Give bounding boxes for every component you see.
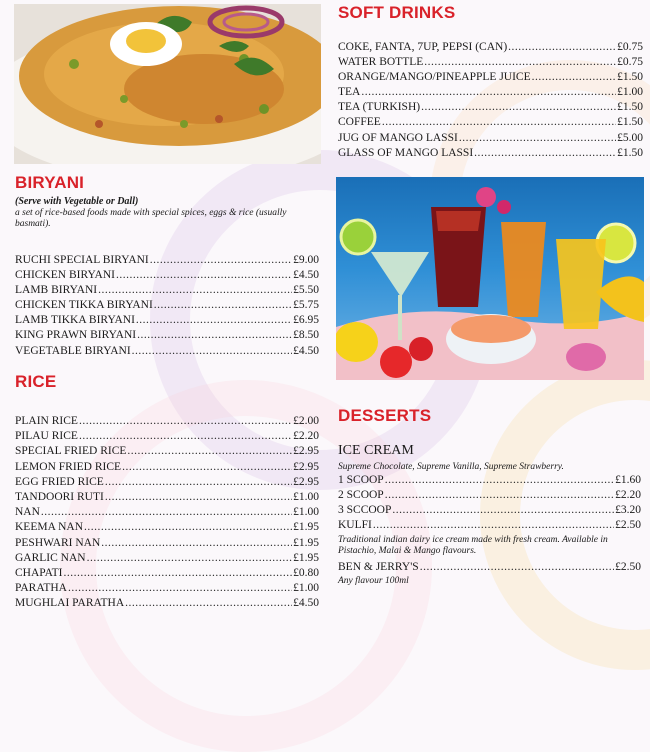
ice-cream-description: Supreme Chocolate, Supreme Vanilla, Supreme Strawberry. — [338, 462, 564, 472]
menu-item: PILAU RICE ..... £2.20 — [15, 430, 319, 445]
biryani-photo — [14, 4, 321, 164]
biryani-list — [15, 254, 319, 360]
menu-item: PARATHA ..... £1.00 — [15, 582, 319, 597]
menu-item: NAN ..... £1.00 — [15, 506, 319, 521]
menu-item: ORANGE/MANGO/PINEAPPLE JUICE ..... £1.50 — [338, 71, 643, 86]
menu-item: GARLIC NAN ..... £1.95 — [15, 552, 319, 567]
menu-item: EGG FRIED RICE ..... £2.95 — [15, 476, 319, 491]
menu-item: JUG OF MANGO LASSI ..... £5.00 — [338, 132, 643, 147]
menu-item: CHICKEN TIKKA BIRYANI ..... £5.75 — [15, 299, 319, 314]
ice-cream-list — [338, 474, 641, 534]
menu-item: LEMON FRIED RICE ..... £2.95 — [15, 461, 319, 476]
menu-item: KULFI ..... £2.50 — [338, 519, 641, 534]
biryani-heading: BIRYANI — [15, 173, 85, 192]
menu-item: VEGETABLE BIRYANI ..... £4.50 — [15, 345, 319, 360]
menu-item: CHAPATI ..... £0.80 — [15, 567, 319, 582]
ben-jerrys-list — [338, 561, 641, 576]
menu-item: RUCHI SPECIAL BIRYANI ..... £9.00 — [15, 254, 319, 269]
soft-drinks-list — [338, 41, 643, 162]
biryani-description: a set of rice-based foods made with special spices, eggs & rice (usually basmati). — [15, 208, 287, 229]
menu-item: KING PRAWN BIRYANI ..... £8.50 — [15, 329, 319, 344]
menu-item: GLASS OF MANGO LASSI ..... £1.50 — [338, 147, 643, 162]
menu-item: KEEMA NAN ..... £1.95 — [15, 521, 319, 536]
menu-item: BEN & JERRY'S ..... £2.50 — [338, 561, 641, 576]
soft-drinks-heading: SOFT DRINKS — [338, 3, 456, 22]
menu-item: 1 SCOOP ..... £1.60 — [338, 474, 641, 489]
menu-item: 2 SCOOP ..... £2.20 — [338, 489, 641, 504]
rice-list — [15, 415, 319, 612]
menu-item: LAMB TIKKA BIRYANI ..... £6.95 — [15, 314, 319, 329]
ice-cream-title: ICE CREAM — [338, 443, 414, 458]
menu-item: COFFEE ..... £1.50 — [338, 116, 643, 131]
biryani-subheading: (Serve with Vegetable or Dall) — [15, 196, 139, 207]
menu-item: CHICKEN BIRYANI ..... £4.50 — [15, 269, 319, 284]
menu-item: TANDOORI RUTI ..... £1.00 — [15, 491, 319, 506]
menu-item: COKE, FANTA, 7UP, PEPSI (CAN) ..... £0.75 — [338, 41, 643, 56]
ben-jerrys-description: Any flavour 100ml — [338, 576, 409, 586]
menu-item: SPECIAL FRIED RICE ..... £2.95 — [15, 445, 319, 460]
rice-heading: RICE — [15, 372, 57, 391]
menu-item: PLAIN RICE ..... £2.00 — [15, 415, 319, 430]
menu-item: 3 SCCOOP ..... £3.20 — [338, 504, 641, 519]
desserts-heading: DESSERTS — [338, 406, 432, 425]
menu-item: TEA (TURKISH) ..... £1.50 — [338, 101, 643, 116]
menu-item: PESHWARI NAN ..... £1.95 — [15, 537, 319, 552]
menu-item: TEA ..... £1.00 — [338, 86, 643, 101]
menu-item: MUGHLAI PARATHA ..... £4.50 — [15, 597, 319, 612]
kulfi-description: Traditional indian dairy ice cream made with fresh cream. Available in Pistachio, Malai & Mango flavours. — [338, 535, 608, 556]
menu-item: WATER BOTTLE ..... £0.75 — [338, 56, 643, 71]
menu-item: LAMB BIRYANI ..... £5.50 — [15, 284, 319, 299]
drinks-photo — [336, 177, 644, 380]
